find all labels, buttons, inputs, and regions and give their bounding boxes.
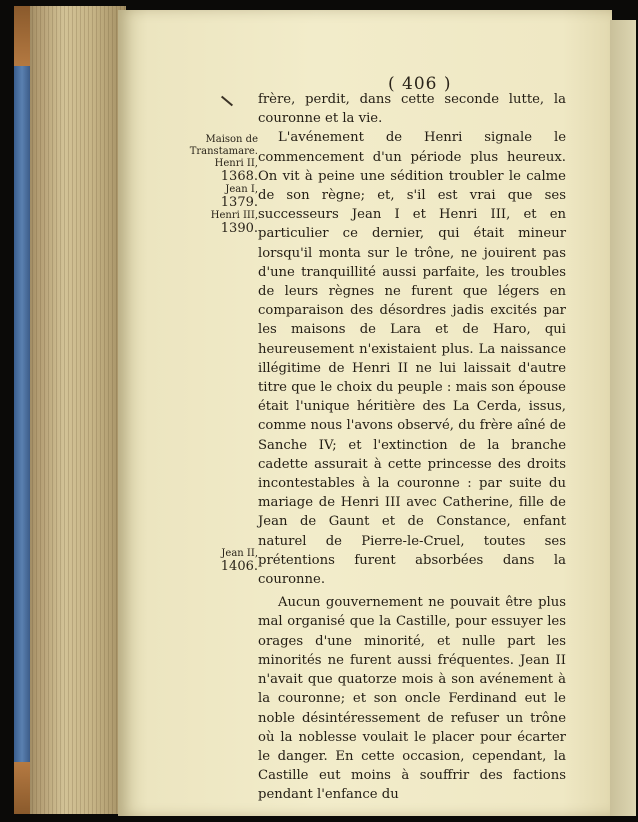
margin-note-year: 1379.	[220, 195, 258, 210]
paragraph: L'avénement de Henri signale le commencement d'un période plus heureux. On vit à peine une sédition troubler le calme de son règne; et, s'il est vrai que ses successeurs Jean I et Henri III, et en particulier ce dernier, qui était mineur lorsqu'il monta sur le trône, ne jouirent pas d'une tranquillité aussi parfaite, les troubles de leurs règnes ne furent que légers en comparaison des désordres jadis excités par les maisons de Lara et de Haro, qui heureusement n'existaient plus. La naissance illégitime de Henri II ne lui laissait d'autre titre que le choix du peuple : mais son épouse était l'unique héritière des La Cerda, issus, comme nous l'avons observé, du frère aîné de Sanche IV; et l'extinction de la branche cadette assurait à cette princesse des droits incontestables à la couronne : par suite du mariage de Henri III avec Catherine, fille de Jean de Gaunt et de Constance, enfant naturel de Pierre-le-Cruel, toutes ses prétentions furent absorbées dans la couronne.	[258, 130, 566, 588]
margin-note-line: Transtamare.	[189, 146, 258, 157]
page-number: ( 406 )	[388, 74, 452, 94]
paragraph: frère, perdit, dans cette seconde lutte, la couronne et la vie.	[258, 92, 566, 127]
margin-note-year: 1390.	[220, 221, 258, 236]
book-fore-edge	[14, 6, 126, 814]
margin-note-line: Henri II,	[214, 158, 258, 169]
cover-corner-top	[14, 6, 30, 68]
paragraph: Aucun gouvernement ne pouvait être plus mal organisé que la Castille, pour essuyer les orages d'une minorité, et nulle part les minorités ne furent aussi fréquentes. Jean II n'avait que quatorze mois à son avénement à la couronne; et son oncle Ferdinand eut le noble désintéressement de refuser un trône où la noblesse voulait le placer pour écarter le danger. En cette occasion, cependant, la Castille eut moins à souffrir des factions pendant l'enfance du	[258, 595, 566, 803]
margin-note-transtamare	[190, 134, 258, 236]
cover-board	[14, 66, 30, 766]
margin-note-line: Jean I,	[225, 184, 258, 195]
margin-note-year: 1406.	[220, 559, 258, 574]
facing-page-edge	[610, 20, 636, 816]
margin-note-jean-ii	[221, 548, 258, 574]
body-text	[258, 90, 566, 805]
margin-note-line: Maison de	[205, 134, 258, 145]
page-leaves	[32, 6, 126, 814]
margin-note-line: Jean II,	[221, 548, 258, 559]
margin-note-line: Henri III,	[210, 210, 258, 221]
margin-note-year: 1368.	[220, 169, 258, 184]
cover-corner-bottom	[14, 762, 30, 814]
